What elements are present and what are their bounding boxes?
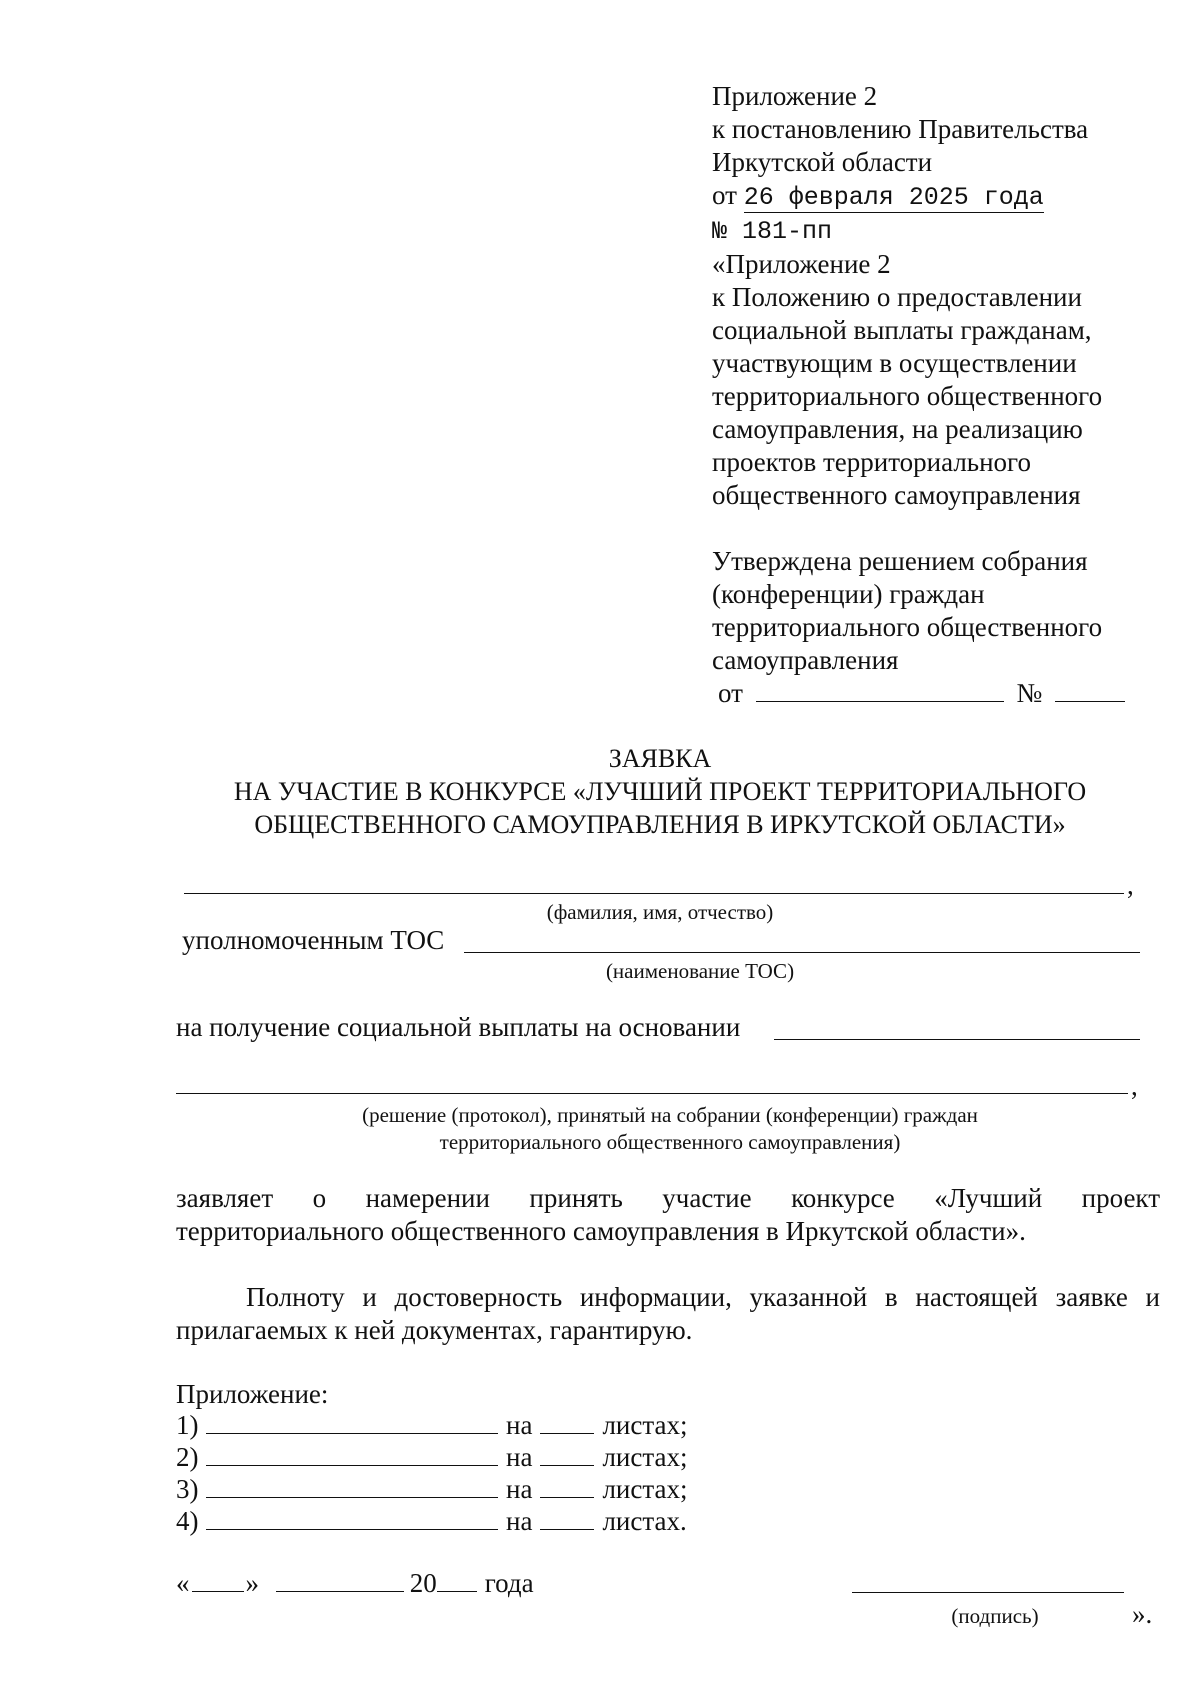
basis-label: на получение социальной выплаты на основании [176, 1012, 741, 1042]
appendix-line-3: социальной выплаты гражданам, [712, 315, 1092, 345]
end-quote-mark: ». [1132, 1599, 1153, 1629]
guarantee-paragraph [176, 1281, 1160, 1347]
approved-number-sign: № [1016, 678, 1043, 708]
attachment-sheets: листах; [602, 1410, 688, 1440]
fio-caption: (фамилия, имя, отчество) [546, 900, 774, 924]
decision-caption-2: территориального общественного самоуправления) [439, 1130, 901, 1154]
appendix-line-1: «Приложение 2 [712, 249, 891, 279]
attachment-item-2 [176, 1441, 687, 1474]
appendix-line-8: общественного самоуправления [712, 480, 1081, 510]
header-number-line [712, 213, 1182, 248]
approved-number-blank [1055, 679, 1125, 702]
attachment-sheets: листах; [602, 1474, 688, 1504]
title-line-3: ОБЩЕСТВЕННОГО САМОУПРАВЛЕНИЯ В ИРКУТСКОЙ ОБЛАСТИ» [254, 810, 1066, 839]
appendix-line-2: к Положению о предоставлении [712, 282, 1082, 312]
attachment-count-blank [540, 1441, 594, 1466]
approved-line-2: (конференции) граждан [712, 579, 985, 609]
attachment-on: на [506, 1442, 533, 1472]
date-month-blank [276, 1569, 404, 1592]
approved-line-4: самоуправления [712, 645, 899, 675]
appendix-line-6: самоуправления, на реализацию [712, 414, 1083, 444]
date-year-suffix: года [484, 1568, 534, 1598]
attachment-name-blank [206, 1473, 498, 1498]
header-number-value: № 181-пп [712, 217, 833, 246]
header-line-1: Приложение 2 [712, 81, 878, 111]
attachment-on: на [506, 1474, 533, 1504]
attachment-num: 4) [176, 1506, 199, 1536]
title-line-1: ЗАЯВКА [608, 744, 712, 773]
appendix-line-4: участвующим в осуществлении [712, 348, 1077, 378]
attachment-sheets: листах. [602, 1506, 687, 1536]
attachment-num: 1) [176, 1410, 199, 1440]
appendix-line-7: проектов территориального [712, 447, 1031, 477]
attachment-count-blank [540, 1409, 594, 1434]
authorized-label: уполномоченным ТОС [182, 925, 445, 955]
date-year-prefix: 20 [409, 1568, 437, 1598]
date-year-blank [437, 1569, 477, 1592]
attachment-name-blank [206, 1505, 498, 1530]
attachment-on: на [506, 1506, 533, 1536]
header-date-prefix: от [712, 180, 737, 210]
attachment-count-blank [540, 1505, 594, 1530]
decision-blank-line [176, 1093, 1128, 1094]
decision-caption-1: (решение (протокол), принятый на собрании (конференции) граждан [362, 1103, 978, 1127]
header-line-3: Иркутской области [712, 147, 933, 177]
approved-date-prefix: от [718, 678, 743, 708]
attachment-item-4 [176, 1505, 687, 1538]
guarantee-line-1: Полноту и достоверность информации, указанной в настоящей заявке и [246, 1282, 1160, 1312]
declaration-paragraph [176, 1182, 1160, 1248]
basis-blank-line [774, 1039, 1140, 1040]
attachment-sheets: листах; [602, 1442, 688, 1472]
attachment-num: 2) [176, 1442, 199, 1472]
document-title [160, 742, 1160, 841]
date-quote-close: » [245, 1568, 259, 1598]
header-line-2: к постановлению Правительства [712, 114, 1089, 144]
attachments-label: Приложение: [176, 1379, 329, 1409]
date-day-blank [192, 1569, 244, 1592]
title-line-2: НА УЧАСТИЕ В КОНКУРСЕ «ЛУЧШИЙ ПРОЕКТ ТЕРРИТОРИАЛЬНОГО [233, 777, 1087, 806]
attachment-on: на [506, 1410, 533, 1440]
fio-comma: , [1127, 870, 1134, 900]
guarantee-line-2: прилагаемых к ней документах, гарантирую. [176, 1315, 693, 1345]
attachment-count-blank [540, 1473, 594, 1498]
attachment-item-3 [176, 1473, 687, 1506]
header-date-line [712, 179, 1182, 213]
signature-blank-line [852, 1592, 1124, 1593]
approved-line-3: территориального общественного [712, 612, 1103, 642]
tos-blank-line [464, 952, 1140, 953]
fio-blank-line [184, 893, 1124, 894]
attachment-item-1 [176, 1409, 687, 1442]
date-line [176, 1567, 534, 1600]
header-date-value: 26 февраля 2025 года [743, 183, 1044, 212]
attachment-name-blank [206, 1441, 498, 1466]
approved-date-line [712, 677, 1182, 710]
approved-line-1: Утверждена решением собрания [712, 546, 1088, 576]
tos-caption: (наименование ТОС) [605, 959, 795, 983]
date-quote-open: « [176, 1568, 190, 1598]
signature-caption: (подпись) [951, 1604, 1039, 1628]
header-block [712, 80, 1182, 710]
decision-comma: , [1131, 1071, 1138, 1101]
appendix-line-5: территориального общественного [712, 381, 1103, 411]
attachment-name-blank [206, 1409, 498, 1434]
declaration-line-1: заявляет о намерении принять участие конкурсе «Лучший проект [176, 1183, 1160, 1213]
approved-date-blank [756, 679, 1004, 702]
header-spacer [712, 512, 1182, 545]
declaration-line-2: территориального общественного самоуправления в Иркутской области». [176, 1216, 1026, 1246]
attachment-num: 3) [176, 1474, 199, 1504]
